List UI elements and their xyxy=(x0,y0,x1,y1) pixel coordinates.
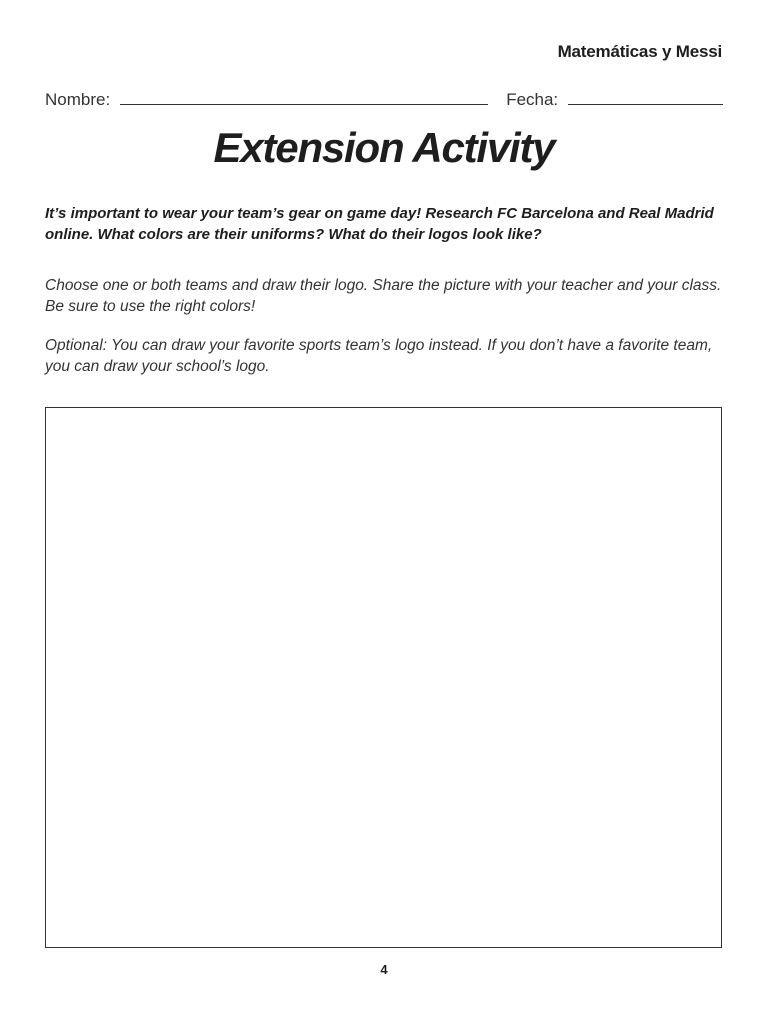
intro-text: It’s important to wear your team’s gear on game day! Research FC Barcelona and Real Madrid online. What colors are their uniforms? What do their logos look like? xyxy=(45,205,714,243)
drawing-area[interactable] xyxy=(45,407,722,948)
name-date-row xyxy=(45,86,723,110)
instruction-paragraph-1: Choose one or both teams and draw their logo. Share the picture with your teacher and your class. Be sure to use the right colors! xyxy=(45,277,722,315)
series-title: Matemáticas y Messi xyxy=(557,42,722,61)
page-title: Extension Activity xyxy=(213,124,555,171)
name-label: Nombre: xyxy=(45,90,111,109)
date-field-line[interactable] xyxy=(568,86,723,105)
instruction-paragraph-2: Optional: You can draw your favorite sports team’s logo instead. If you don’t have a favorite team, you can draw your school’s logo. xyxy=(45,337,713,375)
date-label: Fecha: xyxy=(506,90,559,109)
name-field-line[interactable] xyxy=(120,86,488,105)
page-number: 4 xyxy=(380,962,388,977)
